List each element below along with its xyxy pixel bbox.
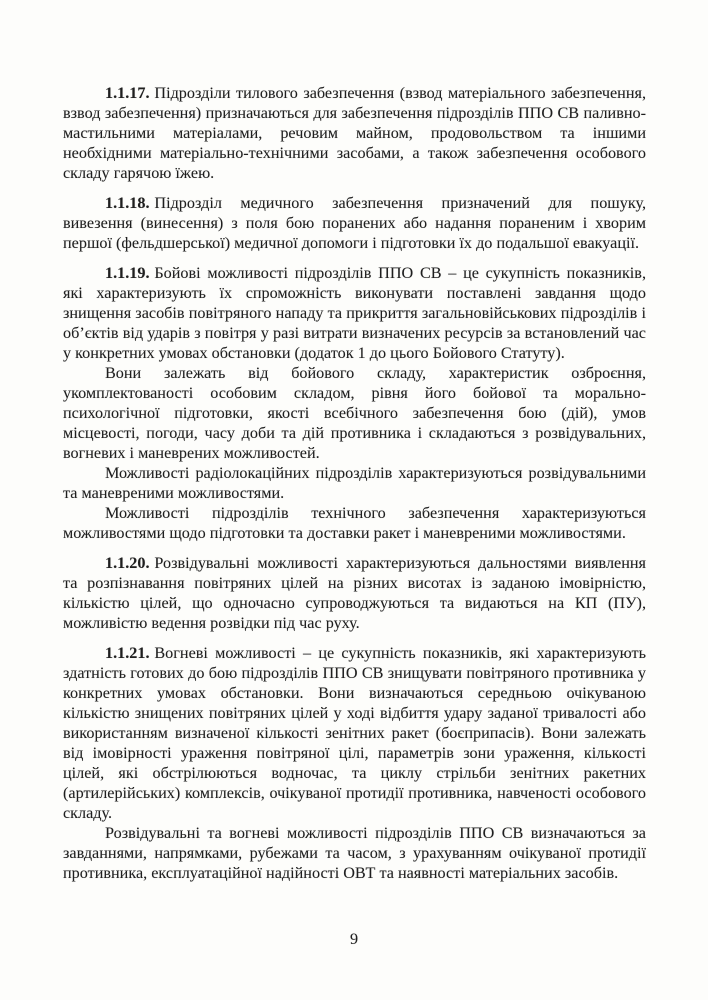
paragraph-text: Вогневі можливості – це сукупність показників, які характеризують здатність готових до бою підрозділів ППО СВ знищувати повітряного противника у конкретних умовах обстановки. Вони визначаються середньою очікуваною кількістю знищених повітряних цілей у ході відбиття удару заданої тривалості або використанням визначеної кількості зенітних ракет (боєприпасів). Вони залежать від імовірності ураження повітряної цілі, параметрів зони ураження, кількості цілей, які обстрілюються водночас, та циклу стрільби зенітних ракетних (артилерійських) комплексів, очікуваної протидії противника, навченості особового складу. [63, 644, 646, 822]
paragraph [63, 263, 646, 363]
paragraph-text: Вони залежать від бойового складу, характеристик озброєння, укомплектованості особовим складом, рівня його бойової та морально-психологічної підготовки, якості всебічного забезпечення бою (дій), умов місцевості, погоди, часу доби та дій противника і складаються з розвідувальних, вогневих і маневрених можливостей. [63, 364, 646, 462]
paragraph [63, 643, 646, 823]
paragraph-text: Можливості підрозділів технічного забезпечення характеризуються можливостями щодо підготовки та доставки ракет і маневреними можливостями. [63, 504, 646, 542]
section-number: 1.1.17. [105, 84, 150, 102]
paragraph-text: Бойові можливості підрозділів ППО СВ – це сукупність показників, які характеризують їх спроможність виконувати поставлені завдання щодо знищення засобів повітряного нападу та прикриття загальновійськових підрозділів і об’єктів від ударів з повітря у разі витрати визначених ресурсів за встановлений час у конкретних умовах обстановки (додаток 1 до цього Бойового Статуту). [63, 264, 646, 362]
paragraph [63, 823, 646, 883]
paragraph-text: Підрозділ медичного забезпечення призначений для пошуку, вивезення (винесення) з поля бою поранених або надання пораненим і хворим першої (фельдшерської) медичної допомоги і підготовки їх до подальшої евакуації. [63, 194, 646, 252]
section-1.1.21 [63, 643, 646, 883]
section-1.1.18 [63, 193, 646, 253]
paragraph [63, 553, 646, 633]
paragraph-text: Розвідувальні можливості характеризуються дальностями виявлення та розпізнавання повітряних цілей на різних висотах із заданою імовірністю, кількістю цілей, що одночасно супроводжуються та видаються на КП (ПУ), можливістю ведення розвідки під час руху. [63, 554, 646, 632]
section-number: 1.1.21. [105, 644, 150, 662]
paragraph [63, 83, 646, 183]
paragraph-text: Можливості радіолокаційних підрозділів характеризуються розвідувальними та маневреними можливостями. [63, 464, 646, 502]
document-body [63, 83, 646, 883]
paragraph [63, 193, 646, 253]
section-number: 1.1.19. [105, 264, 150, 282]
section-number: 1.1.18. [105, 194, 150, 212]
paragraph-text: Розвідувальні та вогневі можливості підрозділів ППО СВ визначаються за завданнями, напрямками, рубежами та часом, з урахуванням очікуваної протидії противника, експлуатаційної надійності ОВТ та наявності матеріальних засобів. [63, 824, 646, 882]
page-number: 9 [349, 930, 359, 948]
section-1.1.20 [63, 553, 646, 633]
section-number: 1.1.20. [105, 554, 150, 572]
paragraph-text: Підрозділи тилового забезпечення (взвод матеріального забезпечення, взвод забезпечення) призначаються для забезпечення підрозділів ППО СВ паливно-мастильними матеріалами, речовим майном, продовольством та іншими необхідними матеріально-технічними засобами, а також забезпечення особового складу гарячою їжею. [63, 84, 646, 182]
section-1.1.17 [63, 83, 646, 183]
paragraph [63, 363, 646, 463]
paragraph [63, 503, 646, 543]
section-1.1.19 [63, 263, 646, 543]
paragraph [63, 463, 646, 503]
